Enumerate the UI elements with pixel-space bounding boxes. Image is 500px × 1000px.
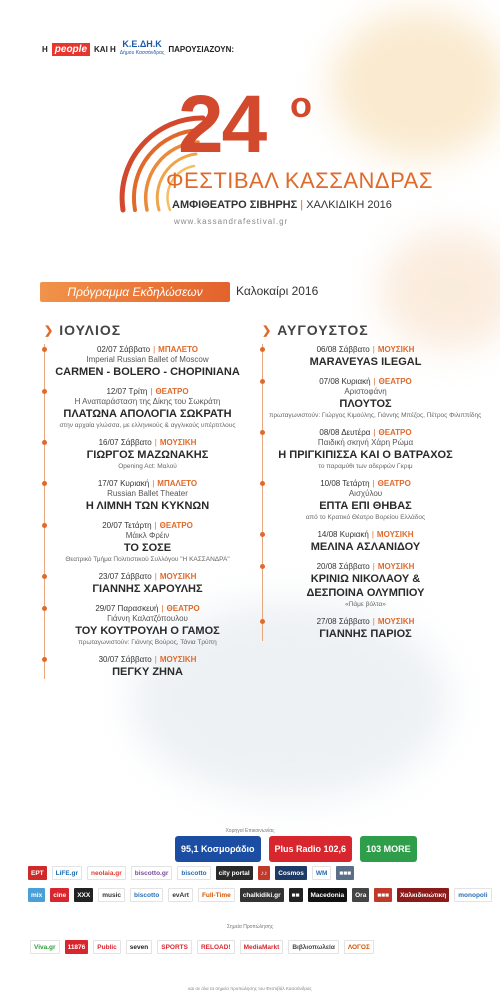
kedik-sub: Δήμου Κασσάνδρας [119, 50, 165, 56]
event-divider: | [153, 345, 156, 354]
sponsor-logo: biscotto [130, 888, 163, 902]
sponsor-logo: neolaia.gr [87, 866, 126, 880]
event-category: ΜΟΥΣΙΚΗ [159, 572, 197, 581]
august-column [262, 322, 482, 648]
event-date: 08/08 Δευτέρα [319, 428, 371, 437]
chevron-right-icon: ❯ [44, 324, 55, 337]
event-subtitle: Αριστοφάνη [344, 387, 387, 396]
event-note: πρωταγωνιστούν: Γιάννης Βούρος, Τάνια Τρύπη [78, 639, 217, 646]
event-note: το παραμύθι των αδερφών Γκριμ [318, 463, 413, 470]
event-item [51, 654, 244, 679]
event-title: ΠΕΓΚΥ ΖΗΝΑ [112, 666, 183, 678]
event-date: 23/07 Σάββατο [98, 572, 152, 581]
sponsor-logo: Viva.gr [30, 940, 60, 954]
sponsor-logo: Βιβλιοπωλεία [288, 940, 338, 954]
event-item [269, 376, 482, 420]
event-subtitle: Παιδική σκηνή Χάρη Ρώμα [317, 438, 414, 447]
chevron-right-icon: ❯ [262, 324, 273, 337]
event-category: ΘΕΑΤΡΟ [155, 387, 189, 396]
event-divider: | [372, 562, 375, 571]
event-category: ΘΕΑΤΡΟ [378, 428, 412, 437]
event-title: Η ΛΙΜΝΗ ΤΩΝ ΚΥΚΝΩΝ [85, 500, 210, 512]
sponsor-logo: Ora [352, 888, 369, 902]
event-item [51, 437, 244, 471]
event-subtitle: Η Αναπαράσταση της Δίκης του Σωκράτη [74, 397, 221, 406]
sponsor-logo: Cosmos [275, 866, 307, 880]
event-title: ΠΛΑΤΩΝΑ ΑΠΟΛΟΓΙΑ ΣΩΚΡΑΤΗ [63, 408, 232, 420]
media-sponsors-row [175, 836, 425, 862]
event-item [51, 344, 244, 379]
event-item [269, 344, 462, 369]
event-title: ΚΡΙΝΙΩ ΝΙΚΟΛΑΟΥ & ΔΕΣΠΟΙΝΑ ΟΛΥΜΠΙΟΥ [306, 573, 425, 599]
sponsor-logo: MediaMarkt [240, 940, 284, 954]
event-category: ΜΟΥΣΙΚΗ [159, 655, 197, 664]
month-heading-label: ΙΟΥΛΙΟΣ [59, 322, 122, 338]
event-date: 20/08 Σάββατο [316, 562, 370, 571]
month-heading-label: ΑΥΓΟΥΣΤΟΣ [277, 322, 369, 338]
event-item [269, 529, 462, 554]
event-date-line [51, 478, 244, 489]
event-category: ΜΟΥΣΙΚΗ [377, 617, 415, 626]
event-date-line [51, 603, 244, 614]
festival-venue-line [172, 199, 392, 211]
event-item [269, 561, 462, 609]
sponsor-logo: seven [126, 940, 152, 954]
event-divider: | [161, 604, 164, 613]
event-date-line [269, 529, 462, 540]
event-date-line [51, 520, 244, 531]
event-title: ΜΕΛΙΝΑ ΑΣΛΑΝΙΔΟΥ [310, 541, 421, 553]
presenters-line [42, 40, 234, 58]
presenters-prefix: Η [42, 44, 48, 54]
sponsor-logo: ■■■ [336, 866, 354, 880]
event-title: ΠΛΟΥΤΟΣ [339, 398, 392, 410]
event-date-line [51, 386, 244, 397]
event-category: ΜΠΑΛΕΤΟ [158, 345, 199, 354]
event-title: ΓΙΩΡΓΟΣ ΜΑΖΩΝΑΚΗΣ [86, 449, 209, 461]
sponsor-logo: 11876 [65, 940, 89, 954]
event-category: ΘΕΑΤΡΟ [166, 604, 200, 613]
event-note: Opening Act: Μαλού [118, 463, 177, 470]
sponsor-logo: ■■■ [374, 888, 392, 902]
event-category: ΜΟΥΣΙΚΗ [376, 530, 414, 539]
event-date-line [51, 344, 244, 355]
event-item [51, 478, 244, 513]
event-category: ΘΕΑΤΡΟ [159, 521, 193, 530]
event-title: ΤΟ ΣΟΣΕ [123, 542, 172, 554]
event-category: ΜΟΥΣΙΚΗ [377, 345, 415, 354]
presale-heading: Σημεία Προπώλησης [226, 924, 274, 930]
event-item [51, 603, 244, 647]
event-category: ΘΕΑΤΡΟ [378, 377, 412, 386]
event-note: «Πάμε βόλτα» [345, 601, 386, 608]
sponsor-logo: 103 MORE [360, 836, 417, 862]
event-date-line [269, 427, 462, 438]
sponsor-logo: ■■ [289, 888, 303, 902]
event-item [269, 478, 462, 522]
event-subtitle: Αισχύλου [348, 489, 383, 498]
event-date: 10/08 Τετάρτη [320, 479, 370, 488]
event-item [51, 571, 244, 596]
event-note: πρωταγωνιστούν: Γιώργος Κιμούλης, Γιάννης Μπέζος, Πέτρος Φιλιππίδης [269, 412, 482, 419]
kedik-logo [120, 40, 165, 58]
sponsor-logo: ΧΧΧ [74, 888, 93, 902]
sponsor-logo: cine [50, 888, 69, 902]
event-note: Θεατρικό Τμήμα Πολιτιστικού Συλλόγου "Η ΚΑΣΣΑΝΔΡΑ" [65, 556, 230, 563]
event-note: στην αρχαία γλώσσα, με ελληνικούς & αγγλικούς υπέρτιτλους [59, 422, 236, 429]
month-heading [262, 322, 462, 338]
event-list [262, 344, 482, 641]
event-divider: | [150, 387, 153, 396]
event-item [51, 520, 244, 564]
event-divider: | [154, 521, 157, 530]
event-subtitle: Μάικλ Φρέιν [125, 531, 170, 540]
event-date: 16/07 Σάββατο [98, 438, 152, 447]
sponsor-logo: Macedonia [308, 888, 348, 902]
event-date: 12/07 Τρίτη [106, 387, 148, 396]
background-wash [330, 10, 500, 160]
event-divider: | [154, 438, 157, 447]
event-title: ΤΟΥ ΚΟΥΤΡΟΥΛΗ Ο ΓΑΜΟΣ [75, 625, 220, 637]
event-divider: | [154, 572, 157, 581]
event-title: Η ΠΡΙΓΚΙΠΙΣΣΑ ΚΑΙ Ο ΒΑΤΡΑΧΟΣ [278, 449, 453, 461]
event-category: ΜΠΑΛΕΤΟ [157, 479, 198, 488]
sponsor-logo: Full-Time [198, 888, 235, 902]
event-item [51, 386, 244, 430]
program-banner: Πρόγραμμα Εκδηλώσεων [40, 282, 230, 302]
event-divider: | [371, 530, 374, 539]
event-category: ΜΟΥΣΙΚΗ [377, 562, 415, 571]
event-item [269, 427, 462, 471]
sponsor-logo: ΕΡΤ [28, 866, 47, 880]
sponsor-logo: biscotto.gr [131, 866, 173, 880]
event-subtitle: Imperial Russian Ballet of Moscow [86, 355, 209, 364]
sponsor-logo: biscotto [177, 866, 210, 880]
sponsor-logo: Plus Radio 102,6 [269, 836, 353, 862]
event-title: ΓΙΑΝΝΗΣ ΧΑΡΟΥΛΗΣ [92, 583, 203, 595]
presale-footnote: και σε όλα τα σημεία προπώλησης του Φεστιβάλ Κασσάνδρας [188, 986, 312, 991]
event-note: από το Κρατικό Θέατρο Βορείου Ελλάδος [305, 514, 426, 521]
event-divider: | [372, 617, 375, 626]
festival-website[interactable]: www.kassandrafestival.gr [174, 217, 289, 226]
sponsors-row-1 [28, 866, 359, 880]
sponsor-logo: mix [28, 888, 45, 902]
event-date-line [51, 571, 244, 582]
media-sponsors-heading: Χορηγοί Επικοινωνίας [225, 828, 275, 834]
program-season: Καλοκαίρι 2016 [236, 284, 319, 298]
event-item [269, 616, 462, 641]
sponsor-logo: LiFE.gr [52, 866, 82, 880]
event-divider: | [372, 479, 375, 488]
sponsor-logo: Χαλκιδικιώτικη [397, 888, 449, 902]
sponsors-row-2 [28, 888, 497, 902]
event-date-line [269, 344, 462, 355]
sponsor-logo: 95,1 Κοσμοράδιο [175, 836, 261, 862]
event-date-line [269, 376, 462, 387]
event-list [44, 344, 244, 679]
event-category: ΜΟΥΣΙΚΗ [159, 438, 197, 447]
sponsor-logo: SPORTS [157, 940, 192, 954]
event-category: ΘΕΑΤΡΟ [377, 479, 411, 488]
edition-degree: ο [290, 84, 312, 125]
sponsor-logo: city portal [216, 866, 253, 880]
sponsor-logo: ♪♪ [258, 866, 271, 880]
event-divider: | [373, 428, 376, 437]
sponsor-logo: ΛΟΓΟΣ [344, 940, 374, 954]
event-divider: | [373, 377, 376, 386]
event-title: ΓΙΑΝΝΗΣ ΠΑΡΙΟΣ [319, 628, 412, 640]
event-date: 30/07 Σάββατο [98, 655, 152, 664]
event-title: CARMEN - BOLERO - CHOPINIANA [55, 366, 240, 378]
event-date-line [51, 437, 244, 448]
kedik-name: Κ.Ε.ΔΗ.Κ [122, 39, 162, 49]
edition-number: 24 [178, 79, 266, 170]
sponsor-logo: monopoli [454, 888, 491, 902]
sponsor-logo: chalkidiki.gr [240, 888, 284, 902]
event-date: 20/07 Τετάρτη [102, 521, 152, 530]
people-logo: people [52, 43, 90, 56]
presale-points-row [30, 940, 379, 954]
event-subtitle: Γιάννη Καλατζόπουλου [107, 614, 188, 623]
event-title: MARAVEYAS ILEGAL [309, 356, 422, 368]
sponsor-logo: evArt [168, 888, 193, 902]
festival-title: ΦΕΣΤΙΒΑΛ ΚΑΣΣΑΝΔΡΑΣ [166, 168, 433, 193]
presenters-suffix: ΠΑΡΟΥΣΙΑΖΟΥΝ: [168, 44, 235, 54]
venue-separator: | [300, 199, 304, 211]
event-date-line [269, 616, 462, 627]
sponsor-logo: RELOAD! [197, 940, 235, 954]
event-date: 14/08 Κυριακή [317, 530, 369, 539]
presenters-and: ΚΑΙ Η [94, 44, 116, 54]
event-date: 27/08 Σάββατο [316, 617, 370, 626]
event-date: 29/07 Παρασκευή [95, 604, 159, 613]
event-divider: | [152, 479, 155, 488]
event-subtitle: Russian Ballet Theater [107, 489, 188, 498]
event-date-line [269, 561, 462, 572]
event-divider: | [154, 655, 157, 664]
sponsor-logo: music [98, 888, 125, 902]
event-date: 02/07 Σάββατο [96, 345, 151, 354]
event-date: 07/08 Κυριακή [319, 377, 371, 386]
july-column [44, 322, 244, 686]
sponsor-logo: WM [312, 866, 332, 880]
event-date: 06/08 Σάββατο [316, 345, 370, 354]
region-year: ΧΑΛΚΙΔΙΚΗ 2016 [306, 199, 392, 211]
event-date: 17/07 Κυριακή [97, 479, 150, 488]
event-date-line [269, 478, 462, 489]
event-title: ΕΠΤΑ ΕΠΙ ΘΗΒΑΣ [319, 500, 412, 512]
event-date-line [51, 654, 244, 665]
sponsor-logo: Public [93, 940, 121, 954]
event-divider: | [372, 345, 375, 354]
venue-name: ΑΜΦΙΘΕΑΤΡΟ ΣΙΒΗΡΗΣ [172, 199, 298, 211]
month-heading [44, 322, 244, 338]
